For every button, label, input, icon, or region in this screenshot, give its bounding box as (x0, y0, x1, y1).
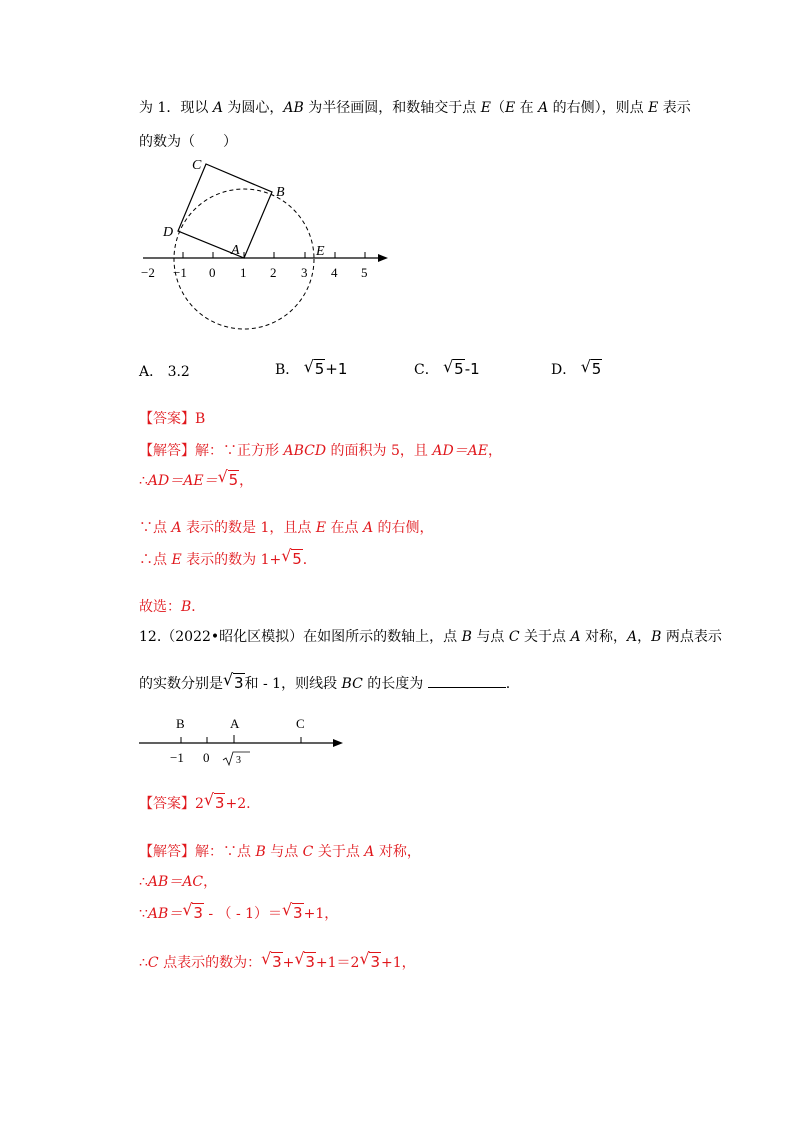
text: 表示 (658, 100, 691, 116)
text: 3 (370, 953, 381, 971)
text (182, 903, 204, 923)
text: 与点 (265, 844, 303, 860)
tick-label: −1 (170, 750, 184, 765)
text: A (364, 844, 375, 860)
text: E (171, 552, 182, 568)
text: A (538, 100, 549, 116)
text: + (282, 955, 295, 971)
text (281, 549, 303, 569)
text: 为圆心， (222, 100, 284, 116)
q12-solution-line3 (139, 903, 338, 924)
tick-label: 3 (301, 265, 308, 280)
text (359, 952, 381, 972)
text: 在点 (326, 520, 363, 536)
text: 对称， (374, 844, 421, 860)
text: 3 (214, 794, 225, 812)
text: E (648, 100, 659, 116)
label-b: B (276, 185, 285, 200)
label-e: E (316, 244, 325, 259)
text: B (651, 629, 662, 645)
text: ∴ (139, 473, 148, 489)
text: 的长度为 (362, 676, 428, 692)
text: B (181, 599, 192, 615)
text: 表示的数是 1，且点 (181, 520, 316, 536)
text: 5 (228, 471, 239, 489)
text: 3 (272, 953, 282, 971)
text: （ (490, 100, 505, 116)
text: 【解答】 (139, 443, 195, 459)
q11-solution-line4 (139, 549, 317, 570)
text (581, 360, 603, 378)
text: 3 (305, 953, 315, 971)
text: +2. (225, 796, 251, 812)
text (294, 952, 316, 972)
text: ∴ (139, 874, 148, 890)
text (443, 360, 465, 378)
text: A． (139, 364, 164, 380)
text: AB (283, 100, 304, 116)
text: B (461, 629, 472, 645)
q11-stem-line1 (139, 98, 691, 118)
q11-solution-line3 (139, 518, 434, 538)
text: A (570, 629, 581, 645)
text: A (362, 520, 374, 536)
square-abcd (178, 164, 272, 258)
text: ∵点 (139, 520, 172, 536)
text: ， (488, 443, 502, 459)
text: 点表示的数为： (158, 955, 262, 971)
text: . (505, 676, 511, 692)
option-a[interactable] (139, 361, 190, 381)
q11-answer (139, 409, 205, 429)
q11-solution-line5 (139, 597, 205, 617)
label-c: C (192, 158, 202, 173)
text: +1， (303, 906, 339, 922)
axis-arrow (333, 739, 343, 747)
text: - （ - 1）＝ (203, 906, 283, 922)
text: 为半径画圆，和数轴交于点 (303, 100, 481, 116)
text (282, 903, 304, 923)
tick-label: −2 (141, 265, 155, 280)
text: 的实数分别是 (139, 676, 223, 692)
tick-label: 5 (361, 265, 368, 280)
text: A (171, 520, 182, 536)
text (204, 793, 226, 813)
text: B (255, 844, 266, 860)
q12-stem-line2 (139, 673, 510, 694)
label-b: B (176, 716, 185, 731)
text: AB＝ (147, 906, 183, 922)
text: 12.（2022•昭化区模拟）在如图所示的数轴上，点 (139, 629, 462, 645)
text: 的面积为 5，且 (326, 443, 433, 459)
option-c[interactable] (414, 359, 480, 379)
text: AD＝AE＝ (147, 473, 218, 489)
text: E (480, 100, 491, 116)
text: A (627, 629, 638, 645)
text: 表示的数为 1+ (181, 552, 282, 568)
text: ， (637, 629, 652, 645)
q12-solution-line4 (139, 952, 416, 973)
answer-blank[interactable] (428, 673, 506, 688)
axis-ticks (181, 735, 301, 743)
q12-answer (139, 793, 251, 814)
text: 关于点 (313, 844, 365, 860)
text: ． (191, 599, 206, 615)
text: 在 (515, 100, 539, 116)
option-d[interactable] (551, 359, 602, 379)
q11-solution-line1 (139, 441, 502, 461)
text: 3 (193, 904, 203, 922)
axis-ticks (183, 252, 365, 258)
text: ∴点 (139, 552, 172, 568)
text (304, 360, 326, 378)
text: ∴ (139, 955, 148, 971)
tick-label: 2 (270, 265, 277, 280)
text: D． (551, 362, 577, 378)
text: C． (414, 362, 439, 378)
text: 的右侧， (373, 520, 434, 536)
tick-label: 0 (209, 265, 216, 280)
text: 与点 (471, 629, 509, 645)
text: 的右侧），则点 (548, 100, 649, 116)
text: 【答案】 (139, 796, 195, 812)
text: 5 (454, 360, 464, 378)
label-c: C (296, 716, 305, 731)
axis-arrow (378, 254, 388, 262)
text: -1 (464, 360, 480, 378)
q12-stem-line1 (139, 627, 722, 647)
text: ABCD (283, 443, 327, 459)
text: 2 (195, 796, 204, 812)
text: 5 (314, 360, 325, 378)
text: B． (275, 362, 300, 378)
text: 为 1．现以 (139, 100, 213, 116)
tick-label: −1 (173, 265, 187, 280)
text (223, 673, 245, 693)
q11-stem-line2: 的数为（ ） (139, 134, 237, 150)
q12-figure (135, 712, 350, 772)
text: ∵ (139, 906, 148, 922)
text: ． (302, 552, 317, 568)
text: 5 (292, 550, 302, 568)
text: 3.2 (167, 364, 190, 380)
text: C (302, 844, 314, 860)
tick-label: 3 (236, 755, 241, 766)
text: A (212, 100, 223, 116)
text: 对称， (580, 629, 628, 645)
text: BC (341, 676, 363, 692)
label-d: D (163, 225, 174, 240)
tick-label: 0 (203, 750, 210, 765)
text: C (147, 955, 159, 971)
text: +1 (325, 360, 348, 378)
text: 两点表示 (661, 629, 722, 645)
text: 5 (591, 360, 602, 378)
text (218, 470, 240, 490)
text: E (315, 520, 327, 536)
text: E (504, 100, 516, 116)
text: +1， (381, 955, 416, 971)
text: 【答案】 (139, 411, 195, 427)
tick-label: 1 (240, 265, 247, 280)
text: ， (239, 473, 254, 489)
text: AD＝AE (432, 443, 488, 459)
label-a: A (230, 716, 240, 731)
option-b[interactable] (275, 359, 347, 379)
text: 【解答】 (139, 844, 195, 860)
q12-solution-line2 (139, 872, 217, 892)
text: 故选： (139, 599, 181, 615)
text: 和 - 1，则线段 (244, 676, 342, 692)
text: B (195, 411, 206, 427)
text: C (508, 629, 520, 645)
q11-solution-line2 (139, 470, 253, 491)
text: 关于点 (519, 629, 571, 645)
text: +1＝2 (315, 955, 360, 971)
label-a: A (231, 243, 240, 258)
text (261, 952, 283, 972)
text: 解：∵点 (195, 844, 256, 860)
text: AB＝AC (147, 874, 204, 890)
text: 3 (234, 674, 244, 692)
text: 解：∵正方形 (195, 443, 284, 459)
q12-solution-line1 (139, 842, 421, 862)
dashed-circle (174, 189, 314, 329)
tick-label: 4 (331, 265, 338, 280)
text: 3 (293, 904, 303, 922)
text: ， (203, 874, 218, 890)
q11-figure (135, 150, 395, 335)
